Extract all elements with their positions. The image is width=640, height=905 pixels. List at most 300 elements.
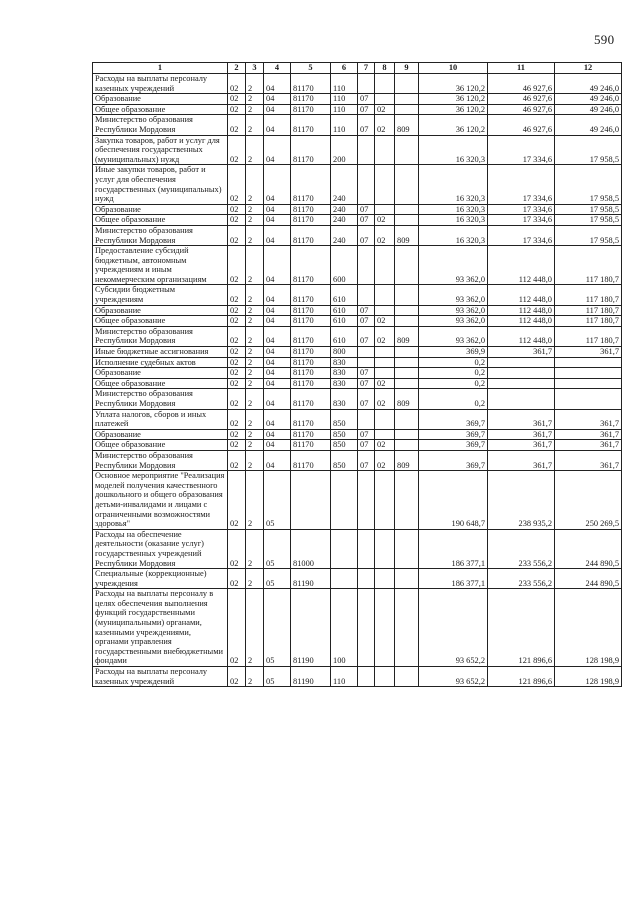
amount-cell: 361,7 (488, 429, 555, 440)
code-cell: 02 (228, 305, 246, 316)
code-cell: 830 (331, 389, 358, 409)
row-name-cell: Специальные (коррекционные) учреждения (93, 569, 228, 589)
code-cell: 2 (246, 440, 264, 451)
row-name-cell: Общее образование (93, 440, 228, 451)
column-header: 5 (291, 63, 331, 74)
table-row (93, 225, 622, 245)
amount-cell: 0,2 (419, 389, 488, 409)
amount-cell: 117 180,7 (555, 285, 622, 305)
code-cell: 04 (264, 104, 291, 115)
row-name-cell: Иные бюджетные ассигнования (93, 347, 228, 358)
row-name-cell: Расходы на обеспечение деятельности (оказание услуг) государственных учреждений Республики Мордовия (93, 529, 228, 568)
table-row (93, 368, 622, 379)
code-cell: 05 (264, 667, 291, 687)
code-cell (375, 135, 395, 165)
code-cell: 610 (331, 305, 358, 316)
amount-cell: 361,7 (555, 347, 622, 358)
row-name-cell: Министерство образования Республики Мордовия (93, 450, 228, 470)
table-row (93, 589, 622, 667)
code-cell: 2 (246, 246, 264, 285)
code-cell: 2 (246, 357, 264, 368)
code-cell: 02 (375, 104, 395, 115)
amount-cell: 17 334,6 (488, 204, 555, 215)
code-cell: 04 (264, 94, 291, 105)
code-cell: 02 (228, 368, 246, 379)
code-cell: 2 (246, 347, 264, 358)
amount-cell: 361,7 (555, 450, 622, 470)
code-cell: 07 (358, 94, 375, 105)
amount-cell: 238 935,2 (488, 471, 555, 530)
code-cell: 04 (264, 368, 291, 379)
code-cell (358, 246, 375, 285)
amount-cell: 112 448,0 (488, 246, 555, 285)
amount-cell: 117 180,7 (555, 326, 622, 346)
code-cell: 2 (246, 215, 264, 226)
code-cell: 02 (228, 357, 246, 368)
code-cell: 02 (228, 204, 246, 215)
amount-cell: 0,2 (419, 378, 488, 389)
code-cell: 2 (246, 316, 264, 327)
code-cell: 81170 (291, 440, 331, 451)
code-cell: 02 (228, 471, 246, 530)
code-cell (395, 569, 419, 589)
amount-cell: 369,7 (419, 429, 488, 440)
code-cell: 81170 (291, 225, 331, 245)
amount-cell (488, 357, 555, 368)
code-cell: 04 (264, 316, 291, 327)
amount-cell: 93 652,2 (419, 667, 488, 687)
column-header: 9 (395, 63, 419, 74)
code-cell: 850 (331, 409, 358, 429)
row-name-cell: Иные закупки товаров, работ и услуг для обеспечения государственных (муниципальных) нужд (93, 165, 228, 204)
code-cell: 2 (246, 589, 264, 667)
code-cell: 07 (358, 225, 375, 245)
row-name-cell: Министерство образования Республики Мордовия (93, 389, 228, 409)
row-name-cell: Расходы на выплаты персоналу казенных учреждений (93, 667, 228, 687)
code-cell (358, 357, 375, 368)
amount-cell: 250 269,5 (555, 471, 622, 530)
table-row (93, 389, 622, 409)
amount-cell: 49 246,0 (555, 94, 622, 105)
amount-cell: 369,7 (419, 450, 488, 470)
page-number: 590 (594, 32, 615, 47)
code-cell: 02 (228, 326, 246, 346)
code-cell: 610 (331, 316, 358, 327)
table-row (93, 204, 622, 215)
code-cell (375, 429, 395, 440)
code-cell: 07 (358, 316, 375, 327)
code-cell: 2 (246, 225, 264, 245)
code-cell (358, 285, 375, 305)
amount-cell: 112 448,0 (488, 305, 555, 316)
code-cell: 02 (228, 569, 246, 589)
code-cell: 02 (375, 225, 395, 245)
code-cell: 81170 (291, 104, 331, 115)
row-name-cell: Министерство образования Республики Мордовия (93, 326, 228, 346)
code-cell: 02 (228, 115, 246, 135)
amount-cell: 46 927,6 (488, 115, 555, 135)
amount-cell (555, 368, 622, 379)
code-cell: 02 (228, 667, 246, 687)
code-cell: 02 (375, 389, 395, 409)
code-cell (375, 357, 395, 368)
code-cell: 02 (228, 529, 246, 568)
amount-cell (555, 357, 622, 368)
row-name-cell: Уплата налогов, сборов и иных платежей (93, 409, 228, 429)
code-cell: 04 (264, 305, 291, 316)
table-row (93, 440, 622, 451)
code-cell: 81170 (291, 368, 331, 379)
column-header: 8 (375, 63, 395, 74)
code-cell: 02 (375, 115, 395, 135)
code-cell: 04 (264, 204, 291, 215)
code-cell: 240 (331, 225, 358, 245)
code-cell: 2 (246, 378, 264, 389)
amount-cell: 361,7 (555, 440, 622, 451)
amount-cell: 16 320,3 (419, 135, 488, 165)
amount-cell: 190 648,7 (419, 471, 488, 530)
code-cell: 02 (228, 165, 246, 204)
code-cell (375, 667, 395, 687)
row-name-cell: Образование (93, 305, 228, 316)
code-cell: 02 (375, 326, 395, 346)
table-body (93, 74, 622, 687)
table-row (93, 94, 622, 105)
column-header: 7 (358, 63, 375, 74)
column-header: 3 (246, 63, 264, 74)
code-cell: 02 (228, 440, 246, 451)
table-row (93, 471, 622, 530)
code-cell (358, 409, 375, 429)
table-row (93, 569, 622, 589)
table-row (93, 357, 622, 368)
row-name-cell: Образование (93, 368, 228, 379)
code-cell (375, 165, 395, 204)
amount-cell: 361,7 (555, 429, 622, 440)
code-cell (395, 357, 419, 368)
amount-cell: 117 180,7 (555, 305, 622, 316)
code-cell: 07 (358, 326, 375, 346)
code-cell: 809 (395, 450, 419, 470)
table-header-row (93, 63, 622, 74)
amount-cell: 233 556,2 (488, 529, 555, 568)
code-cell: 81170 (291, 135, 331, 165)
amount-cell: 49 246,0 (555, 104, 622, 115)
amount-cell: 112 448,0 (488, 316, 555, 327)
amount-cell: 369,7 (419, 409, 488, 429)
code-cell: 81170 (291, 246, 331, 285)
code-cell (395, 440, 419, 451)
code-cell: 100 (331, 589, 358, 667)
code-cell: 200 (331, 135, 358, 165)
code-cell: 809 (395, 225, 419, 245)
amount-cell: 112 448,0 (488, 326, 555, 346)
row-name-cell: Общее образование (93, 215, 228, 226)
amount-cell: 244 890,5 (555, 529, 622, 568)
amount-cell: 361,7 (488, 450, 555, 470)
amount-cell: 16 320,3 (419, 225, 488, 245)
code-cell: 02 (375, 440, 395, 451)
code-cell: 07 (358, 378, 375, 389)
table-row (93, 215, 622, 226)
amount-cell: 233 556,2 (488, 569, 555, 589)
code-cell: 830 (331, 368, 358, 379)
code-cell: 81170 (291, 378, 331, 389)
code-cell: 81170 (291, 305, 331, 316)
code-cell: 2 (246, 529, 264, 568)
code-cell: 81170 (291, 74, 331, 94)
amount-cell: 186 377,1 (419, 529, 488, 568)
code-cell: 04 (264, 165, 291, 204)
amount-cell: 112 448,0 (488, 285, 555, 305)
code-cell: 02 (228, 450, 246, 470)
code-cell: 04 (264, 215, 291, 226)
amount-cell: 36 120,2 (419, 104, 488, 115)
amount-cell: 36 120,2 (419, 94, 488, 105)
code-cell: 830 (331, 357, 358, 368)
column-header: 4 (264, 63, 291, 74)
code-cell: 81170 (291, 347, 331, 358)
code-cell (331, 569, 358, 589)
amount-cell: 17 334,6 (488, 215, 555, 226)
code-cell: 81000 (291, 529, 331, 568)
amount-cell: 361,7 (488, 409, 555, 429)
code-cell: 2 (246, 429, 264, 440)
amount-cell: 17 958,5 (555, 165, 622, 204)
code-cell: 2 (246, 409, 264, 429)
column-header: 6 (331, 63, 358, 74)
code-cell: 830 (331, 378, 358, 389)
code-cell: 110 (331, 115, 358, 135)
code-cell: 04 (264, 429, 291, 440)
code-cell: 04 (264, 389, 291, 409)
code-cell: 81170 (291, 450, 331, 470)
code-cell (358, 667, 375, 687)
code-cell: 07 (358, 215, 375, 226)
code-cell: 809 (395, 115, 419, 135)
code-cell (375, 285, 395, 305)
code-cell: 02 (228, 347, 246, 358)
table-row (93, 529, 622, 568)
code-cell: 04 (264, 440, 291, 451)
code-cell: 2 (246, 94, 264, 105)
table-row (93, 409, 622, 429)
row-name-cell: Расходы на выплаты персоналу казенных учреждений (93, 74, 228, 94)
table-row (93, 285, 622, 305)
code-cell (358, 589, 375, 667)
code-cell: 110 (331, 667, 358, 687)
row-name-cell: Министерство образования Республики Мордовия (93, 115, 228, 135)
code-cell: 02 (375, 316, 395, 327)
code-cell: 809 (395, 326, 419, 346)
code-cell: 04 (264, 74, 291, 94)
code-cell: 02 (228, 225, 246, 245)
table-row (93, 305, 622, 316)
code-cell: 81170 (291, 409, 331, 429)
table-row (93, 326, 622, 346)
amount-cell: 17 334,6 (488, 225, 555, 245)
amount-cell: 93 652,2 (419, 589, 488, 667)
code-cell: 04 (264, 347, 291, 358)
code-cell: 2 (246, 285, 264, 305)
amount-cell: 46 927,6 (488, 74, 555, 94)
code-cell: 02 (228, 94, 246, 105)
code-cell: 07 (358, 115, 375, 135)
code-cell: 81190 (291, 569, 331, 589)
code-cell (358, 529, 375, 568)
code-cell (358, 74, 375, 94)
code-cell (395, 471, 419, 530)
code-cell: 2 (246, 104, 264, 115)
code-cell (375, 529, 395, 568)
code-cell: 02 (228, 215, 246, 226)
code-cell: 81190 (291, 667, 331, 687)
code-cell (395, 378, 419, 389)
amount-cell: 49 246,0 (555, 74, 622, 94)
code-cell (358, 135, 375, 165)
amount-cell: 17 334,6 (488, 165, 555, 204)
amount-cell: 16 320,3 (419, 215, 488, 226)
row-name-cell: Образование (93, 204, 228, 215)
row-name-cell: Общее образование (93, 104, 228, 115)
code-cell: 81190 (291, 589, 331, 667)
row-name-cell: Основное мероприятие "Реализация моделей получения качественного дошкольного и общего образования детьми-инвалидами и лицами с ограниченными возможностями здоровья" (93, 471, 228, 530)
code-cell: 05 (264, 589, 291, 667)
table-row (93, 135, 622, 165)
code-cell: 2 (246, 115, 264, 135)
amount-cell: 0,2 (419, 368, 488, 379)
column-header: 2 (228, 63, 246, 74)
table-row (93, 165, 622, 204)
code-cell: 2 (246, 135, 264, 165)
code-cell: 04 (264, 285, 291, 305)
amount-cell: 369,7 (419, 440, 488, 451)
table-row (93, 316, 622, 327)
code-cell: 04 (264, 326, 291, 346)
code-cell (358, 165, 375, 204)
amount-cell (488, 389, 555, 409)
code-cell: 110 (331, 74, 358, 94)
code-cell: 02 (228, 429, 246, 440)
row-name-cell: Общее образование (93, 378, 228, 389)
code-cell (395, 429, 419, 440)
amount-cell: 46 927,6 (488, 94, 555, 105)
code-cell: 2 (246, 569, 264, 589)
code-cell: 81170 (291, 94, 331, 105)
table-row (93, 115, 622, 135)
code-cell: 81170 (291, 429, 331, 440)
code-cell: 2 (246, 326, 264, 346)
code-cell (395, 347, 419, 358)
code-cell: 81170 (291, 165, 331, 204)
code-cell: 110 (331, 104, 358, 115)
amount-cell: 16 320,3 (419, 204, 488, 215)
code-cell: 2 (246, 667, 264, 687)
code-cell: 600 (331, 246, 358, 285)
code-cell (395, 94, 419, 105)
code-cell (331, 471, 358, 530)
code-cell: 81170 (291, 115, 331, 135)
column-header: 12 (555, 63, 622, 74)
code-cell: 02 (228, 409, 246, 429)
code-cell (375, 347, 395, 358)
column-header: 1 (93, 63, 228, 74)
amount-cell: 93 362,0 (419, 246, 488, 285)
code-cell (375, 368, 395, 379)
code-cell: 850 (331, 429, 358, 440)
amount-cell: 369,9 (419, 347, 488, 358)
budget-table (92, 62, 622, 687)
amount-cell: 36 120,2 (419, 115, 488, 135)
code-cell (375, 569, 395, 589)
code-cell: 04 (264, 450, 291, 470)
amount-cell (488, 378, 555, 389)
table-row (93, 104, 622, 115)
code-cell (358, 347, 375, 358)
code-cell: 240 (331, 204, 358, 215)
code-cell: 850 (331, 450, 358, 470)
amount-cell: 17 958,5 (555, 204, 622, 215)
code-cell: 02 (228, 285, 246, 305)
code-cell (291, 471, 331, 530)
code-cell: 81170 (291, 389, 331, 409)
code-cell: 05 (264, 529, 291, 568)
row-name-cell: Субсидии бюджетным учреждениям (93, 285, 228, 305)
amount-cell: 17 958,5 (555, 135, 622, 165)
code-cell: 850 (331, 440, 358, 451)
amount-cell: 0,2 (419, 357, 488, 368)
code-cell: 07 (358, 450, 375, 470)
code-cell: 04 (264, 115, 291, 135)
code-cell: 07 (358, 204, 375, 215)
code-cell: 02 (375, 450, 395, 470)
code-cell: 809 (395, 389, 419, 409)
code-cell: 81170 (291, 204, 331, 215)
code-cell (395, 204, 419, 215)
code-cell (375, 409, 395, 429)
code-cell (395, 246, 419, 285)
code-cell (375, 204, 395, 215)
amount-cell: 117 180,7 (555, 316, 622, 327)
code-cell (375, 74, 395, 94)
code-cell (375, 589, 395, 667)
code-cell: 2 (246, 305, 264, 316)
amount-cell: 46 927,6 (488, 104, 555, 115)
code-cell: 02 (375, 378, 395, 389)
code-cell: 07 (358, 429, 375, 440)
row-name-cell: Министерство образования Республики Мордовия (93, 225, 228, 245)
code-cell: 240 (331, 165, 358, 204)
code-cell: 02 (228, 316, 246, 327)
amount-cell: 17 334,6 (488, 135, 555, 165)
row-name-cell: Предоставление субсидий бюджетным, автономным учреждениям и иным некоммерческим организациям (93, 246, 228, 285)
code-cell: 2 (246, 165, 264, 204)
amount-cell: 121 896,6 (488, 589, 555, 667)
code-cell: 2 (246, 450, 264, 470)
table-row (93, 347, 622, 358)
code-cell: 02 (228, 135, 246, 165)
code-cell: 81170 (291, 215, 331, 226)
amount-cell: 361,7 (555, 409, 622, 429)
code-cell (395, 589, 419, 667)
code-cell (395, 409, 419, 429)
code-cell: 04 (264, 378, 291, 389)
code-cell (395, 368, 419, 379)
amount-cell: 16 320,3 (419, 165, 488, 204)
code-cell: 02 (228, 104, 246, 115)
code-cell: 2 (246, 368, 264, 379)
code-cell (395, 135, 419, 165)
